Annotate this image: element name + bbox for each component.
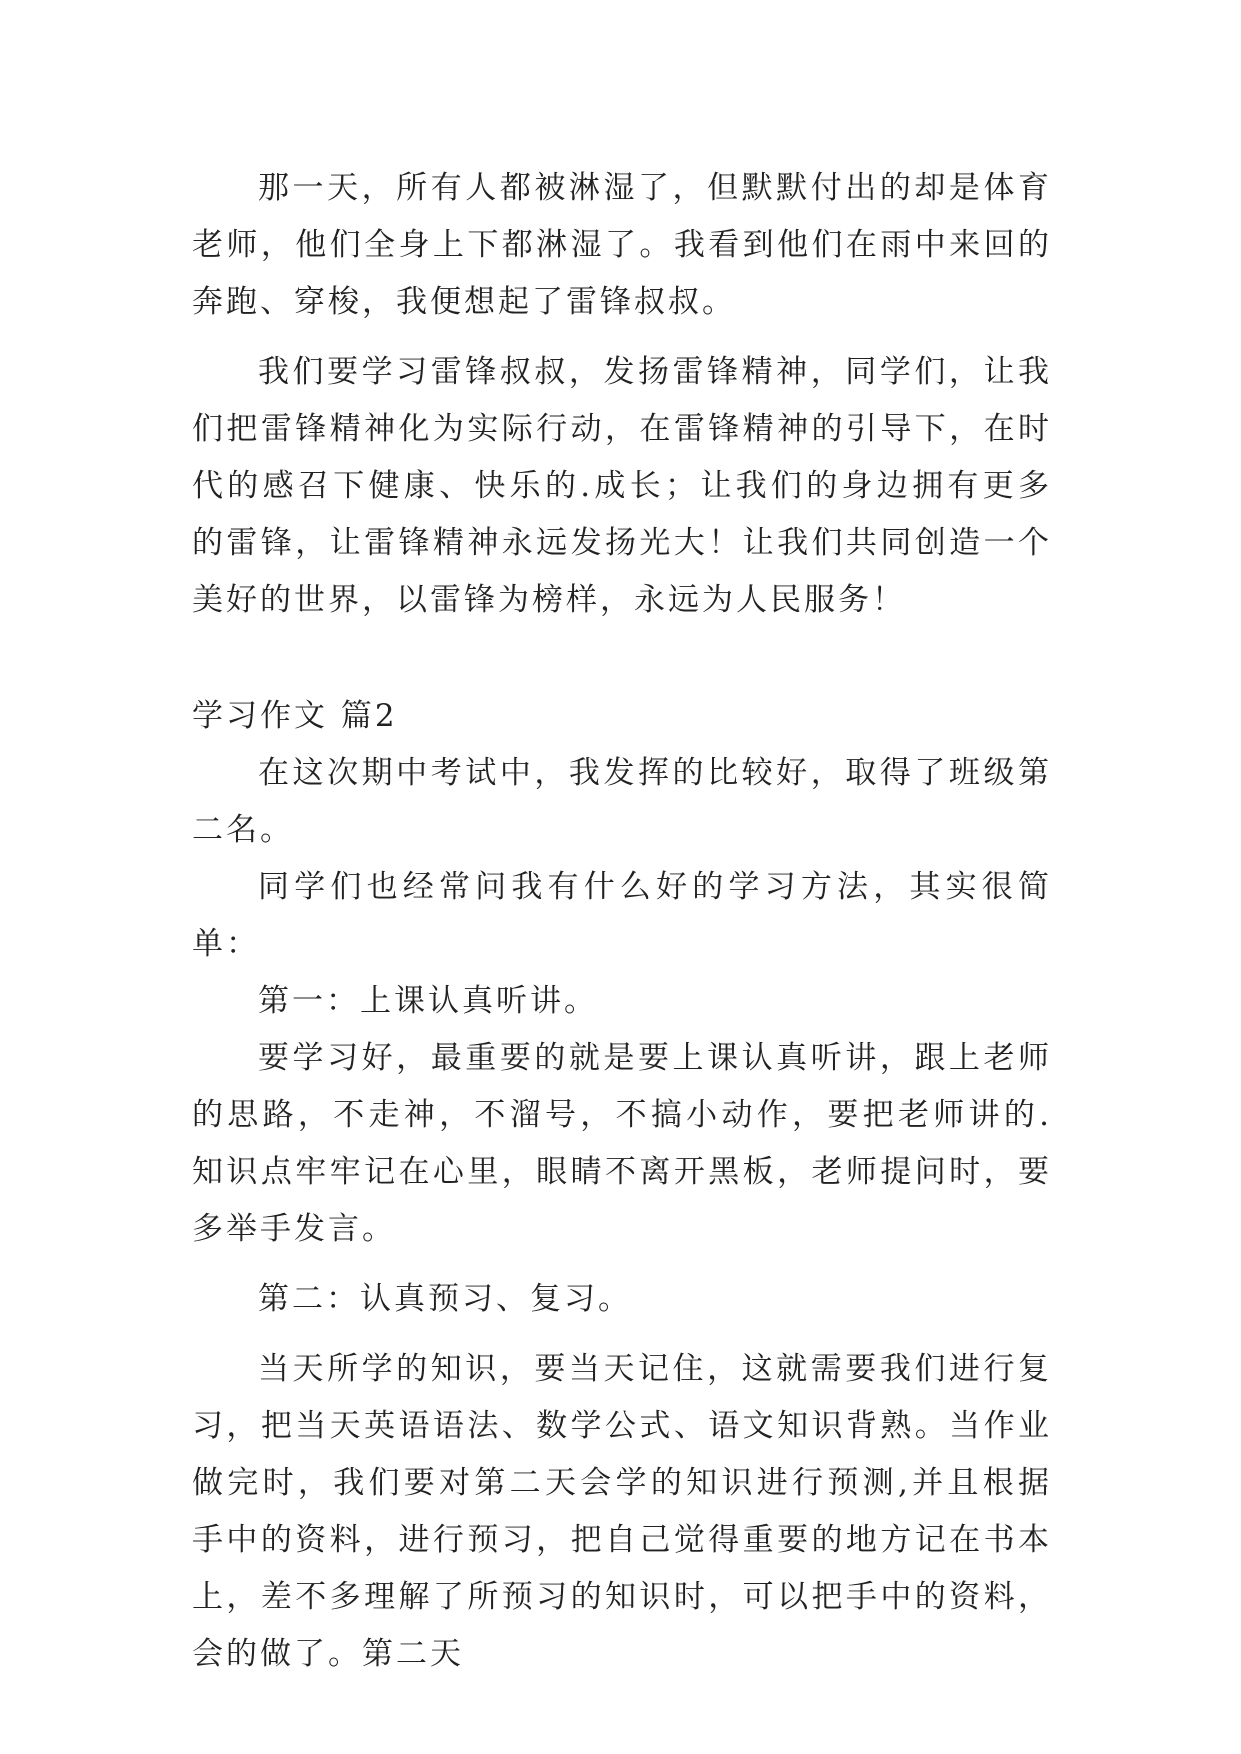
section-gap: [192, 642, 1052, 688]
paragraph: 那一天，所有人都被淋湿了，但默默付出的却是体育老师，他们全身上下都淋湿了。我看到他们在雨中来回的奔跑、穿梭，我便想起了雷锋叔叔。: [192, 170, 1052, 320]
document-body: [192, 160, 1052, 1696]
paragraph: 在这次期中考试中，我发挥的比较好，取得了班级第二名。: [192, 755, 1052, 848]
paragraph: 同学们也经常问我有什么好的学习方法，其实很简单：: [192, 869, 1052, 962]
section-heading: 学习作文 篇2: [192, 698, 398, 734]
paragraph: 第二：认真预习、复习。: [258, 1281, 632, 1317]
paragraph: 第一：上课认真听讲。: [258, 983, 598, 1019]
paragraph: 要学习好，最重要的就是要上课认真听讲，跟上老师的思路，不走神，不溜号，不搞小动作，要把老师讲的.知识点牢牢记在心里，眼睛不离开黑板，老师提问时，要多举手发言。: [192, 1040, 1052, 1247]
paragraph: 当天所学的知识，要当天记住，这就需要我们进行复习，把当天英语语法、数学公式、语文知识背熟。当作业做完时，我们要对第二天会学的知识进行预测,并且根据手中的资料，进行预习，把自己觉得重要的地方记在书本上，差不多理解了所预习的知识时，可以把手中的资料，会的做了。第二天: [192, 1351, 1052, 1672]
paragraph: 我们要学习雷锋叔叔，发扬雷锋精神，同学们，让我们把雷锋精神化为实际行动，在雷锋精神的引导下，在时代的感召下健康、快乐的.成长；让我们的身边拥有更多的雷锋，让雷锋精神永远发扬光大！让我们共同创造一个美好的世界，以雷锋为榜样，永远为人民服务！: [192, 354, 1052, 618]
